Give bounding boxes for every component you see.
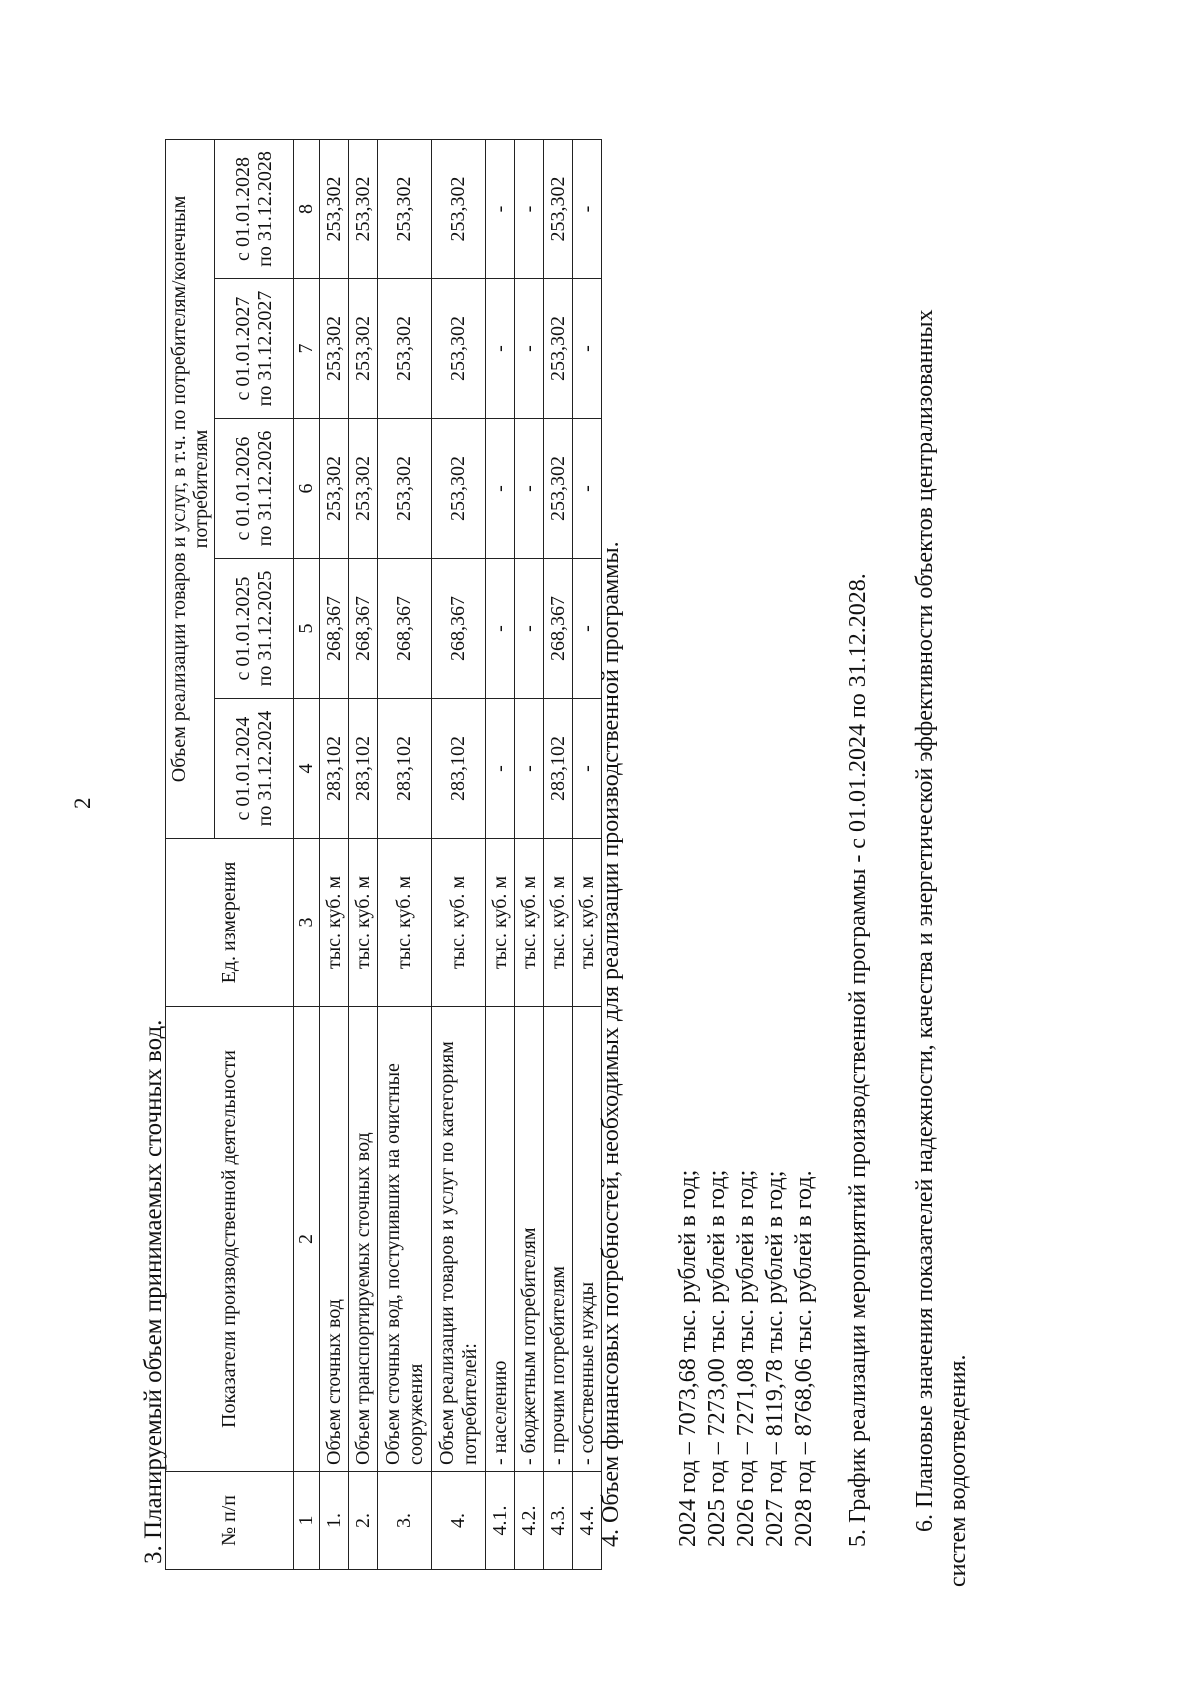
row-value-2025: 268,367 (378, 559, 432, 699)
column-index: 5 (294, 559, 320, 699)
table-row (432, 139, 486, 1569)
header-period-2025: с 01.01.2025 по 31.12.2025 (215, 559, 294, 699)
table-row (349, 139, 378, 1569)
table-row (486, 139, 515, 1569)
row-value-2028: - (486, 139, 515, 278)
header-period-2028: с 01.01.2028 по 31.12.2028 (215, 139, 294, 278)
cost-item-2027: 2027 год – 8119,78 тыс. рублей в год; (762, 1170, 788, 1547)
row-value-2027: 253,302 (432, 279, 486, 419)
cost-item-2024: 2024 год – 7073,68 тыс. рублей в год; (675, 1169, 701, 1547)
section-4-title: 4. Объем финансовых потребностей, необходимых для реализации производственной программы. (598, 541, 624, 1547)
row-value-2025: - (573, 559, 602, 699)
row-value-2027: - (573, 279, 602, 419)
row-indicator: - населению (486, 1007, 515, 1472)
row-value-2028: - (515, 139, 544, 278)
row-unit: тыс. куб. м (320, 839, 349, 1007)
row-value-2025: 268,367 (320, 559, 349, 699)
row-value-2026: 253,302 (349, 419, 378, 559)
row-number: 2. (349, 1472, 378, 1570)
row-value-2028: 253,302 (349, 139, 378, 278)
row-value-2028: 253,302 (320, 139, 349, 278)
row-value-2028: - (573, 139, 602, 278)
row-value-2026: - (486, 419, 515, 559)
row-number: 4.4. (573, 1472, 602, 1570)
row-value-2024: 283,102 (544, 699, 573, 839)
row-value-2027: - (486, 279, 515, 419)
row-value-2024: 283,102 (320, 699, 349, 839)
row-unit: тыс. куб. м (544, 839, 573, 1007)
row-value-2027: 253,302 (320, 279, 349, 419)
column-index: 4 (294, 699, 320, 839)
row-number: 1. (320, 1472, 349, 1570)
cost-item-2028: 2028 год – 8768,06 тыс. рублей в год. (791, 1170, 817, 1547)
row-indicator: Объем сточных вод, поступивших на очистные сооружения (378, 1007, 432, 1472)
row-value-2024: - (486, 699, 515, 839)
header-volume-group: Объем реализации товаров и услуг, в т.ч. по потребителям/конечным потребителям (166, 139, 215, 838)
header-unit: Ед. измерения (166, 839, 294, 1007)
column-index: 6 (294, 419, 320, 559)
row-number: 4.3. (544, 1472, 573, 1570)
row-value-2027: 253,302 (378, 279, 432, 419)
row-value-2026: 253,302 (320, 419, 349, 559)
wastewater-volume-table (165, 139, 602, 1570)
cost-item-2025: 2025 год – 7273,00 тыс. рублей в год; (704, 1169, 730, 1547)
row-unit: тыс. куб. м (515, 839, 544, 1007)
row-unit: тыс. куб. м (573, 839, 602, 1007)
row-value-2028: 253,302 (544, 139, 573, 278)
row-indicator: - прочим потребителям (544, 1007, 573, 1472)
financial-needs-list (674, 1170, 819, 1547)
header-period-2024: с 01.01.2024 по 31.12.2024 (215, 699, 294, 839)
column-index: 3 (294, 839, 320, 1007)
header-period-2026: с 01.01.2026 по 31.12.2026 (215, 419, 294, 559)
row-value-2028: 253,302 (432, 139, 486, 278)
row-value-2024: - (573, 699, 602, 839)
row-value-2027: - (515, 279, 544, 419)
row-value-2025: 268,367 (349, 559, 378, 699)
table-row (378, 139, 432, 1569)
row-value-2026: - (573, 419, 602, 559)
row-number: 4.1. (486, 1472, 515, 1570)
row-value-2024: 283,102 (349, 699, 378, 839)
row-value-2024: - (515, 699, 544, 839)
row-number: 3. (378, 1472, 432, 1570)
table-row (515, 139, 544, 1569)
row-number: 4. (432, 1472, 486, 1570)
header-indicator: Показатели производственной деятельности (166, 1007, 294, 1472)
section-6-text: 6. Плановые значения показателей надежности, качества и энергетической эффективности объектов централизованных (912, 309, 938, 1532)
section-3-title: 3. Планируемый объем принимаемых сточных вод. (140, 1019, 167, 1564)
row-value-2027: 253,302 (544, 279, 573, 419)
row-indicator: Объем сточных вод (320, 1007, 349, 1472)
column-index: 2 (294, 1007, 320, 1472)
row-value-2025: - (515, 559, 544, 699)
cost-item-2026: 2026 год – 7271,08 тыс. рублей в год; (733, 1169, 759, 1547)
column-index-row (294, 139, 320, 1569)
row-unit: тыс. куб. м (378, 839, 432, 1007)
row-value-2028: 253,302 (378, 139, 432, 278)
row-value-2026: 253,302 (432, 419, 486, 559)
row-indicator: Объем транспортируемых сточных вод (349, 1007, 378, 1472)
row-number: 4.2. (515, 1472, 544, 1570)
page-number: 2 (70, 797, 95, 809)
row-value-2025: 268,367 (544, 559, 573, 699)
row-value-2024: 283,102 (432, 699, 486, 839)
row-value-2026: 253,302 (378, 419, 432, 559)
section-6-continuation: систем водоотведения. (945, 1354, 971, 1587)
column-index: 8 (294, 139, 320, 278)
row-value-2027: 253,302 (349, 279, 378, 419)
header-period-2027: с 01.01.2027 по 31.12.2027 (215, 279, 294, 419)
header-num: № п/п (166, 1472, 294, 1570)
row-value-2026: 253,302 (544, 419, 573, 559)
row-value-2026: - (515, 419, 544, 559)
row-unit: тыс. куб. м (486, 839, 515, 1007)
column-index: 1 (294, 1472, 320, 1570)
row-indicator: Объем реализации товаров и услуг по категориям потребителей: (432, 1007, 486, 1472)
row-value-2025: - (486, 559, 515, 699)
row-indicator: - собственные нужды (573, 1007, 602, 1472)
row-unit: тыс. куб. м (432, 839, 486, 1007)
column-index: 7 (294, 279, 320, 419)
row-indicator: - бюджетным потребителям (515, 1007, 544, 1472)
section-5-text: 5. График реализации мероприятий производственной программы - с 01.01.2024 по 31.12.2028. (845, 573, 871, 1547)
row-value-2024: 283,102 (378, 699, 432, 839)
table-row (544, 139, 573, 1569)
row-value-2025: 268,367 (432, 559, 486, 699)
table-row (320, 139, 349, 1569)
row-unit: тыс. куб. м (349, 839, 378, 1007)
